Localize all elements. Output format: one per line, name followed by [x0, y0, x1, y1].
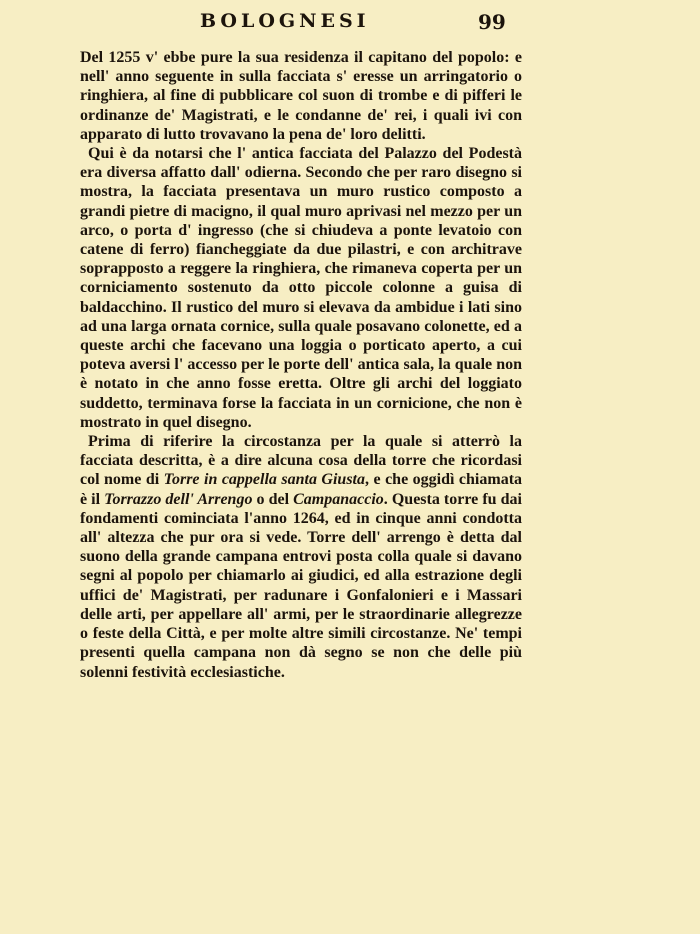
- italic-text: Torrazzo dell' Arrengo: [104, 490, 253, 508]
- body-text: [80, 48, 522, 682]
- text-run: Del 1255 v' ebbe pure la sua residenza il capitano del popolo: e nell' anno seguente in sulla facciata s' eresse un arringatorio o ringhiera, al fine di pubblicare col suon di trombe e di pifferi le ordinanze de' Magistrati, e le condanne de' rei, i quali ivi con apparato di lutto trovavano la pena de' loro delitti.: [80, 49, 522, 143]
- text-run: o del: [252, 490, 294, 508]
- paragraph: [80, 48, 522, 144]
- text-run: , e che oggidì chiamata è il: [80, 471, 523, 508]
- text-run: Prima di riferire la circostanza per la quale si atterrò la facciata descritta, è a dire alcuna cosa della torre che ricordasi col nome di: [80, 433, 522, 489]
- italic-text: Campanaccio: [293, 490, 384, 508]
- paragraph: [80, 432, 522, 682]
- page-number: 99: [478, 10, 506, 34]
- text-run: . Questa torre fu dai fondamenti cominciata l'anno 1264, ed in cinque anni condotta all' altezza che pur ora si vede. Torre dell' arrengo è detta dal suono della grande campana entrovi posta colla quale si davano segni al popolo per chiamarlo ai giudici, ed alla estrazione degli uffici de' Magistrati, per radunare i Gonfalonieri e i Massari delle arti, per appellare all' armi, per le straordinarie allegrezze o feste della Città, e per molte altre simili circostanze. Ne' tempi presenti quella campana non dà segno se non che delle più solenni festività ecclesiastiche.: [80, 490, 522, 681]
- paragraph: [80, 144, 522, 432]
- running-head: [200, 10, 700, 36]
- text-run: Qui è da notarsi che l' antica facciata del Palazzo del Podestà era diversa affatto dall' odierna. Secondo che per raro disegno si mostra, la facciata presentava un muro rustico composto a grandi pietre di macigno, il qual muro aprivasi nel mezzo per un arco, o porta d' ingresso (che si chiudeva a ponte levatoio con catene di ferro) fiancheggiate da due pilastri, e con architrave soprapposto a reggere la ringhiera, che rimaneva coperta per un corniciamento sostenuto da otto piccole colonne a guisa di baldacchino. Il rustico del muro si elevava da ambidue i lati sino ad una larga ornata cornice, sulla quale posavano colonette, ed a queste archi che facevano una loggia o porticato aperto, a cui poteva aversi l' accesso per le porte dell' antica sala, la quale non è notato in che anno fosse eretta. Oltre gli archi del loggiato suddetto, terminava forse la facciata in un cornicione, che non è mostrato in quel disegno.: [80, 145, 522, 431]
- italic-text: Torre in cappella santa Giusta: [163, 471, 366, 489]
- running-title: BOLOGNESI: [200, 10, 370, 32]
